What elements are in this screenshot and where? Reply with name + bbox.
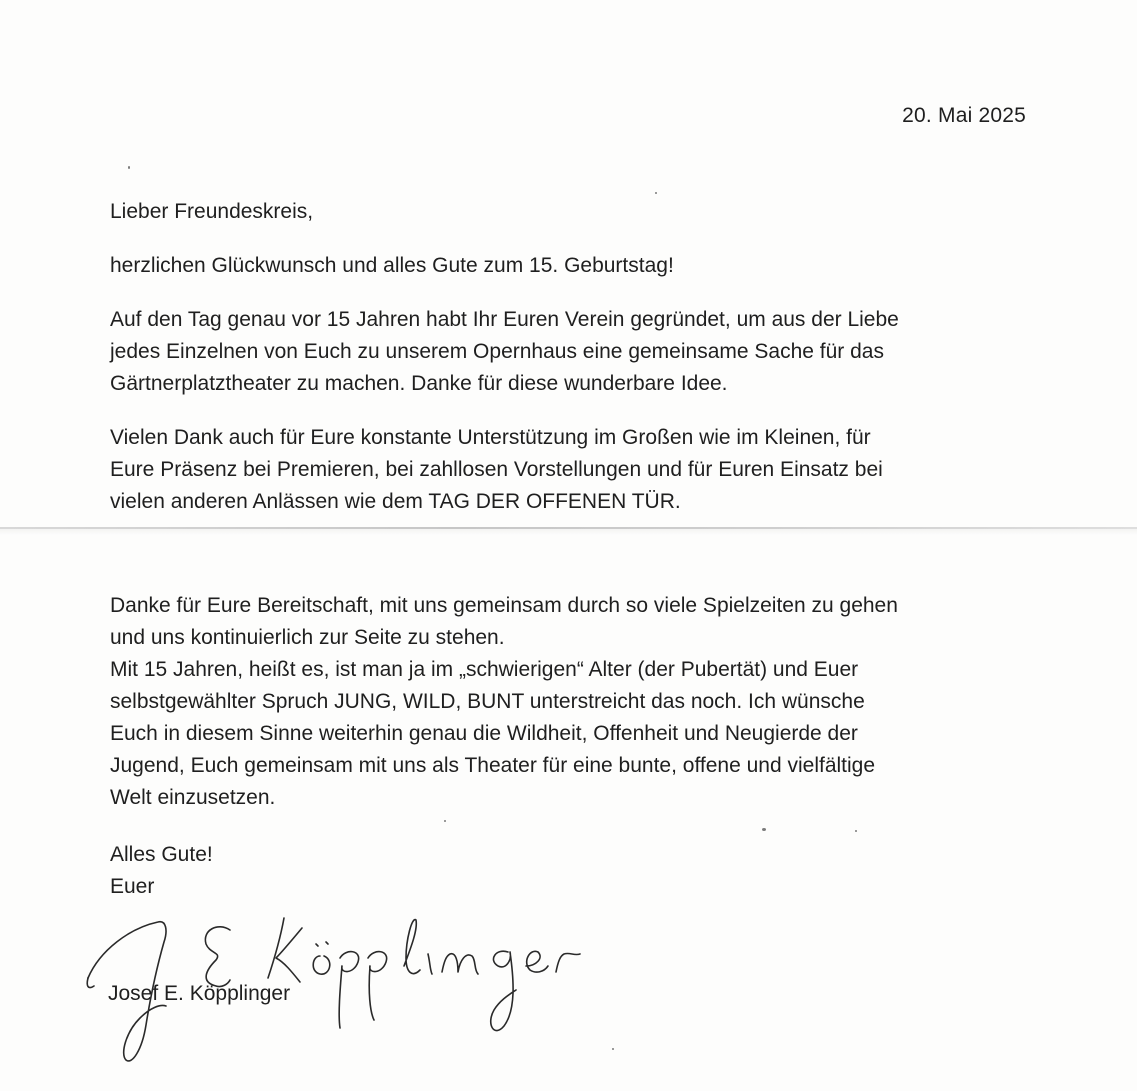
paragraph-thanks	[110, 422, 1040, 518]
text-line: jedes Einzelnen von Euch zu unserem Opernhaus eine gemeinsame Sache für das	[110, 340, 884, 363]
paper-speck	[444, 820, 446, 822]
paper-speck	[655, 192, 657, 194]
letter-date: 20. Mai 2025	[902, 104, 1026, 127]
closing-line: Alles Gute!	[110, 843, 213, 866]
text-line: Mit 15 Jahren, heißt es, ist man ja im „schwierigen“ Alter (der Pubertät) und Euer	[110, 658, 859, 681]
paragraph-wishes	[110, 590, 1040, 814]
text-line: Euch in diesem Sinne weiterhin genau die Wildheit, Offenheit und Neugierde der	[110, 722, 858, 745]
text-line: Auf den Tag genau vor 15 Jahren habt Ihr Euren Verein gegründet, um aus der Liebe	[110, 308, 899, 331]
text-line: Jugend, Euch gemeinsam mit uns als Theater für eine bunte, offene und vielfältige	[110, 754, 876, 777]
paragraph-founding	[110, 304, 1040, 400]
paper-speck	[612, 1048, 614, 1050]
paper-speck	[762, 828, 766, 831]
text-line: Gärtnerplatztheater zu machen. Danke für diese wunderbare Idee.	[110, 372, 728, 395]
text-line: selbstgewählter Spruch JUNG, WILD, BUNT unterstreicht das noch. Ich wünsche	[110, 690, 865, 713]
signer-name: Josef E. Köpplinger	[108, 982, 291, 1005]
text-line: vielen anderen Anlässen wie dem TAG DER OFFENEN TÜR.	[110, 490, 681, 513]
greeting-paragraph: herzlichen Glückwunsch und alles Gute zum 15. Geburtstag!	[110, 254, 674, 277]
closing	[110, 839, 1040, 903]
text-line: Welt einzusetzen.	[110, 786, 276, 809]
text-line: Danke für Eure Bereitschaft, mit uns gemeinsam durch so viele Spielzeiten zu gehen	[110, 594, 898, 617]
text-line: und uns kontinuierlich zur Seite zu stehen.	[110, 626, 505, 649]
text-line: Eure Präsenz bei Premieren, bei zahllosen Vorstellungen und für Euren Einsatz bei	[110, 458, 883, 481]
page-fold-shadow	[0, 529, 1137, 535]
paper-speck	[128, 166, 130, 169]
salutation: Lieber Freundeskreis,	[110, 200, 314, 223]
text-line: Vielen Dank auch für Eure konstante Unterstützung im Großen wie im Kleinen, für	[110, 426, 871, 449]
paper-speck	[855, 830, 857, 832]
closing-line: Euer	[110, 875, 155, 898]
